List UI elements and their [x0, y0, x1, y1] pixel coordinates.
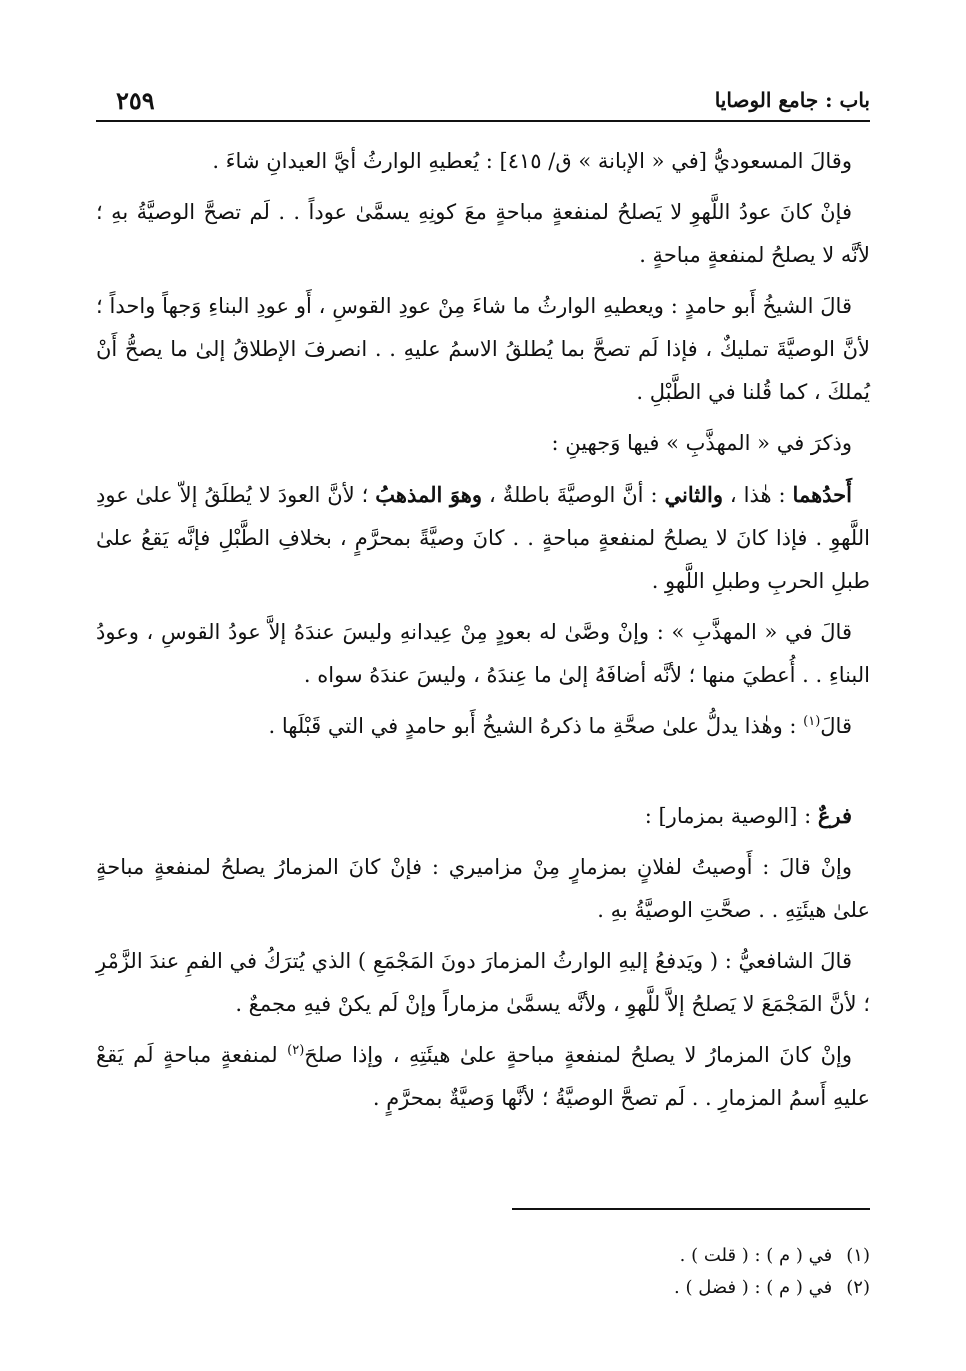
paragraph — [96, 285, 870, 414]
paragraph — [96, 422, 870, 465]
running-head: باب : جامع الوصايا — [714, 88, 870, 112]
footnotes — [96, 1240, 870, 1304]
paragraph-text: قالَ الشافعيُّ : ( ويَدفعُ إليهِ الوارثُ المزمارَ دونَ المَجْمَعِ ) الذي يُترَكُ في الفمِ عندَ الزَّمْرِ ؛ لأنَّ المَجْمَعَ لا يَصلحُ إلاَّ للَّهوِ ، ولأنَّه يسمَّىٰ مزماراً وإنْ لَم يكنْ فيهِ مجمعٌ . — [96, 949, 870, 1016]
paragraph-text: وذكرَ في « المهذَّبِ » فيها وَجهينِ : — [551, 431, 852, 455]
page-header — [96, 86, 870, 122]
paragraph — [96, 191, 870, 277]
section-title: : [الوصية بمزمار] : — [644, 804, 818, 828]
section-label: فرعٌ — [817, 803, 852, 828]
footnote-ref[interactable]: (٢) — [287, 1043, 305, 1058]
paragraph — [96, 846, 870, 932]
footnote — [96, 1240, 870, 1272]
footnote — [96, 1272, 870, 1304]
paragraph — [96, 140, 870, 183]
footnote-text: في ( م ) : ( فضل ) . — [674, 1277, 833, 1298]
paragraph-lead: قالَ — [820, 714, 852, 738]
bold-term: والثاني — [664, 482, 723, 507]
bold-term: وهوَ المذهبُ — [375, 482, 483, 507]
paragraph-text: وقالَ المسعوديُّ [في « الإبانة » ق/ ٤١٥] : يُعطيهِ الوارثُ أيَّ العيدانِ شاءَ . — [212, 149, 852, 173]
bold-term: أَحدُهما — [792, 482, 852, 507]
paragraph — [96, 473, 870, 603]
paragraph-text: : وهٰذا يدلُّ علىٰ صحَّةِ ما ذكرهُ الشيخُ أَبو حامدٍ في التي قَبْلَها . — [268, 714, 804, 738]
paragraph-text: : هٰذا ، — [722, 483, 793, 507]
footnote-number: (١) — [846, 1245, 870, 1266]
paragraph — [96, 705, 870, 748]
paragraph-lead: وإنْ كانَ المزمارُ لا يصلحُ لمنفعةٍ مباحةٍ علىٰ هيئَتِهِ ، وإذا صلحَ — [304, 1043, 852, 1067]
paragraph-text: قالَ في « المهذَّبِ » : وإنْ وصَّىٰ له بعودٍ مِنْ عِيدانهِ وليسَ عندَهُ إلاَّ عودُ القوسِ ، وعودُ البناءِ . . أُعطيَ منها ؛ لأنَّه أضافَهُ إلىٰ ما عِندَهُ ، وليسَ عندَهُ سواه . — [96, 620, 870, 687]
section-heading — [96, 794, 870, 838]
paragraph-text: ؛ لأنَّ العودَ لا يُطلَقُ إلاّ علىٰ عودِ اللَّهوِ . فإذا كانَ لا يصلحُ لمنفعةٍ مباحةٍ . . كانَ وصيَّةً بمحرَّمٍ ، بخلافِ الطَّبْلِ فإنَّه يَقعُ علىٰ طبلِ الحربِ وطبلِ اللَّهوِ . — [96, 483, 870, 593]
footnote-ref[interactable]: (١) — [803, 714, 821, 729]
paragraph-text: وإنْ قالَ : أَوصيتُ لفلانٍ بمزمارٍ مِنْ مزاميري : فإنْ كانَ المزمارُ يصلحُ لمنفعةٍ مباحةٍ علىٰ هيئَتِهِ . . صحَّتِ الوصيَّةُ بهِ . — [96, 855, 870, 922]
paragraph-text: فإنْ كانَ عودُ اللَّهوِ لا يَصلحُ لمنفعةٍ مباحةٍ معَ كونِهِ يسمَّىٰ عوداً . . لَم تصحَّ الوصيَّةُ بهِ ؛ لأنَّه لا يصلحُ لمنفعةٍ مباحةٍ . — [96, 200, 870, 267]
paragraph — [96, 611, 870, 697]
footnote-text: في ( م ) : ( قلت ) . — [679, 1245, 833, 1266]
paragraph-text: قالَ الشيخُ أَبو حامدٍ : ويعطيهِ الوارثُ ما شاءَ مِنْ عودِ القوسِ ، أَو عودِ البناءِ وَجهاً واحداً ؛ لأنَّ الوصيَّةَ تمليكٌ ، فإذا لَم تصحَّ بما يُطلقُ الاسمُ عليهِ . . انصرفَ الإطلاقُ إلىٰ ما يصحُّ أَنْ يُملكَ ، كما قُلنا في الطَّبْلِ . — [96, 294, 870, 404]
page-body — [96, 140, 870, 1128]
paragraph — [96, 1034, 870, 1120]
footnote-divider — [512, 1208, 870, 1210]
page-number: ٢٥٩ — [116, 86, 155, 115]
paragraph — [96, 940, 870, 1026]
paragraph-text: : أنَّ الوصيَّةَ باطلةٌ ، — [482, 483, 665, 507]
paragraph-text: لمنفعةٍ مباحةٍ لَم يَقعْ عليهِ أَسمُ المزمارِ . . لَم تصحَّ الوصيَّةُ ؛ لأنَّها وَصيَّةٌ بمحرَّمٍ . — [96, 1043, 870, 1110]
footnote-number: (٢) — [846, 1277, 870, 1298]
